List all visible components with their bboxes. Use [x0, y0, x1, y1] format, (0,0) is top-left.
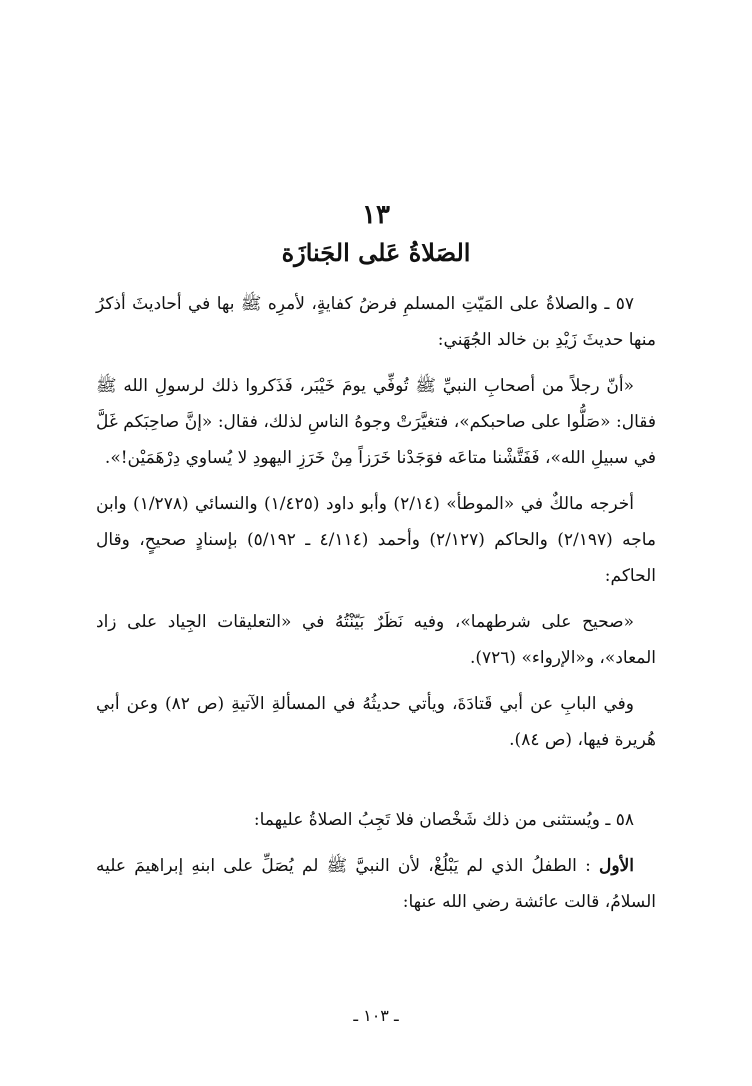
page-number: ـ ١٠٣ ـ	[353, 1006, 399, 1025]
takhrij-paragraph: أخرجه مالكٌ في «الموطأ» (٢/١٤) وأبو داود (١/٤٢٥) والنسائي (١/٢٧٨) وابن ماجه (٢/١٩٧) والحاكم (٢/١٢٧) وأحمد (٤/١١٤ ـ ٥/١٩٢) بإسنادٍ صحيحٍ، وقال الحاكم:	[96, 494, 657, 586]
chapter-title: الصَلاةُ عَلى الجَنازَة	[281, 238, 471, 267]
paragraph-58: ٥٨ ـ ويُستثنى من ذلك شَخْصان فلا تَجِبُ الصلاةُ عليهما:	[253, 810, 634, 830]
item-first-text: : الطفلُ الذي لم يَبْلُغْ، لأن النبيَّ ﷺ لم يُصَلِّ على ابنهِ إبراهيمَ عليه السلامُ، قالت عائشة رضي الله عنها:	[96, 856, 656, 912]
paragraph-57: ٥٧ ـ والصلاةُ على المَيّتِ المسلمِ فرضُ كفايةٍ، لأمرِه ﷺ بها في أحاديثَ أذكرُ منها حديثَ زَيْدِ بن خالد الجُهَني:	[96, 294, 656, 350]
hakim-comment: «صحيح على شرطهما»، وفيه نَظَرٌ بَيّنْتُهُ في «التعليقات الجِياد على زاد المعاد»، و«الإرواء» (٧٢٦).	[96, 612, 656, 668]
item-first-label: الأول	[599, 856, 634, 876]
item-first	[96, 848, 656, 920]
chapter-number: ١٣	[362, 200, 390, 230]
hadith-quote: «أنّ رجلاً من أصحابِ النبيِّ ﷺ تُوفِّي يومَ خَيْبَر، فَذَكروا ذلك لرسولِ الله ﷺ فقال: «صَلُّوا على صاحبكم»، فتغيَّرَتْ وجوهُ الناسِ لذلك، فقال: «إنَّ صاحِبَكم غَلَّ في سبيلِ الله»، فَفَتَّشْنا متاعَه فوَجَدْنا خَرَزاً مِنْ خَرَزِ اليهودِ لا يُساوي دِرْهَمَيْن!».	[96, 376, 656, 468]
bab-paragraph: وفي البابِ عن أبي قَتادَةَ، ويأتي حديثُهُ في المسألةِ الآتيةِ (ص ٨٢) وعن أبي هُريرة فيها، (ص ٨٤).	[96, 694, 656, 750]
document-page	[96, 200, 656, 1040]
